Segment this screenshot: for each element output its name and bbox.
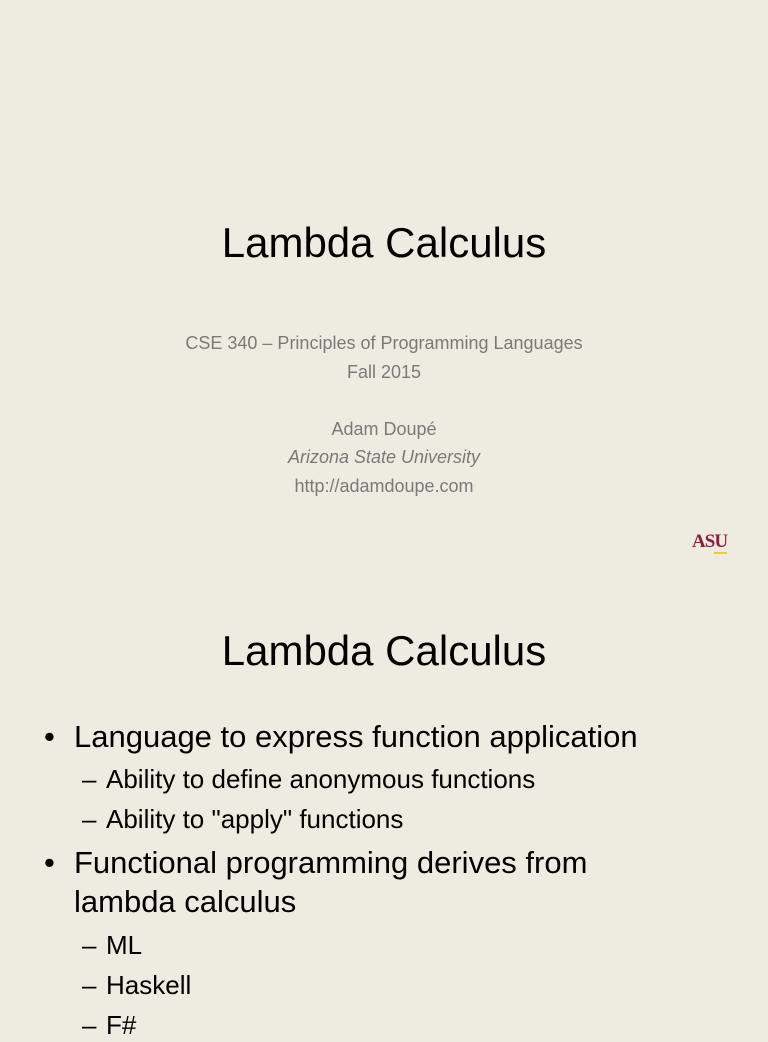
bullet-icon: • xyxy=(44,845,55,880)
spacer xyxy=(0,386,768,415)
slide-title: Lambda Calculus xyxy=(221,219,547,266)
sub-bullet-text: ML xyxy=(106,930,143,960)
dash-icon: – xyxy=(82,970,97,1000)
sub-list-item xyxy=(82,762,535,796)
bullet-icon: • xyxy=(44,719,55,754)
asu-logo xyxy=(692,531,727,553)
dash-icon: – xyxy=(82,804,97,834)
sub-list-item xyxy=(82,802,403,836)
slide-subtitle xyxy=(0,329,768,500)
author-name: Adam Doupé xyxy=(331,418,437,439)
sub-bullet-text: Ability to "apply" functions xyxy=(106,804,404,834)
dash-icon: – xyxy=(82,764,97,794)
term: Fall 2015 xyxy=(346,361,422,382)
bullet-text: Language to express function application xyxy=(74,719,638,754)
bullet-text: Functional programming derives from xyxy=(74,845,588,880)
content-slide xyxy=(0,576,768,1040)
sub-bullet-text: F# xyxy=(106,1010,137,1040)
sub-list-item xyxy=(82,968,191,1002)
bullet-text: lambda calculus xyxy=(74,884,297,919)
sub-list-item xyxy=(82,928,142,962)
logo-letter-s: S xyxy=(704,531,715,552)
logo-letter-u: U xyxy=(714,531,728,552)
sub-list-item xyxy=(82,1008,136,1042)
dash-icon: – xyxy=(82,930,97,960)
institution: Arizona State University xyxy=(287,447,481,467)
course-name: CSE 340 – Principles of Programming Languages xyxy=(185,333,583,353)
sub-bullet-text: Ability to define anonymous functions xyxy=(106,764,536,794)
logo-letter-a: A xyxy=(692,531,705,552)
sub-bullet-text: Haskell xyxy=(106,970,192,1000)
author-url[interactable]: http://adamdoupe.com xyxy=(294,475,474,496)
slide-title: Lambda Calculus xyxy=(221,627,547,674)
dash-icon: – xyxy=(82,1010,97,1040)
